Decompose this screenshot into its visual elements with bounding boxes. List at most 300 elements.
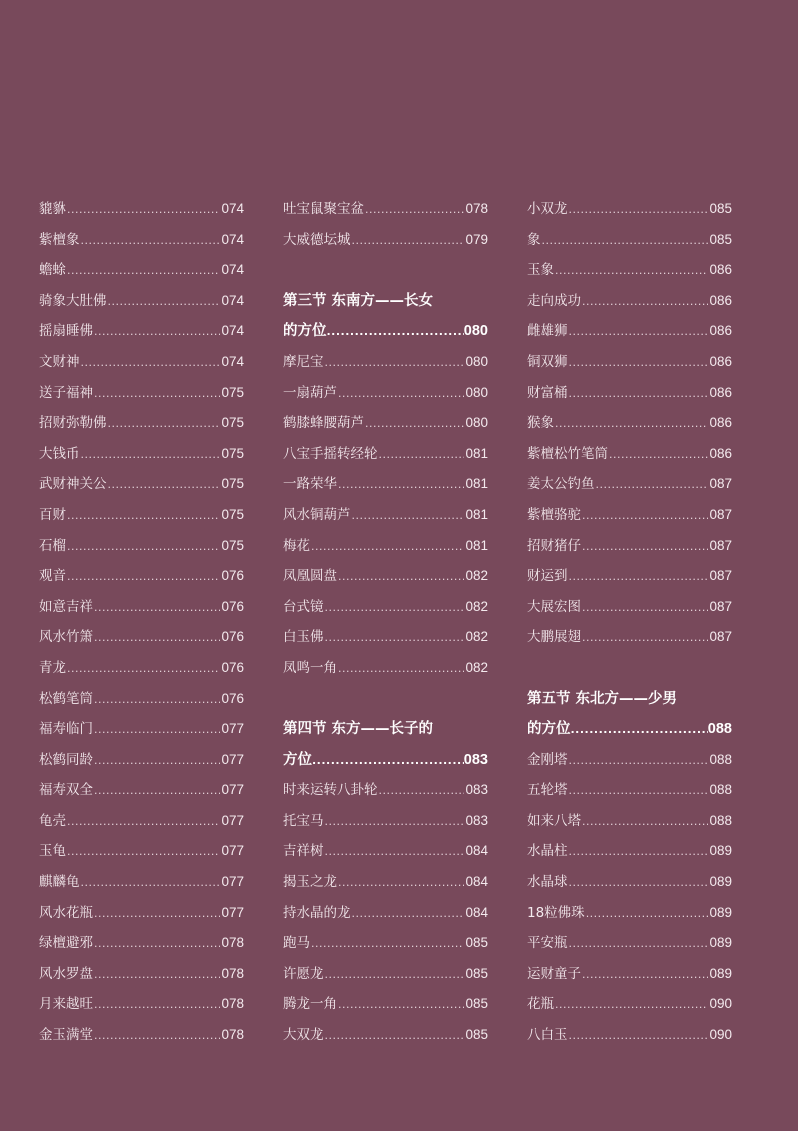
dot-leader: [569, 837, 709, 868]
dot-leader: [379, 440, 465, 471]
toc-entry[interactable]: [527, 255, 732, 286]
toc-entry-page-number: 077: [221, 782, 244, 798]
dot-leader: [94, 685, 220, 716]
toc-entry[interactable]: [283, 225, 488, 256]
dot-leader: [94, 623, 220, 654]
toc-entry-page-number: 076: [221, 629, 244, 645]
dot-leader: [555, 256, 708, 287]
toc-entry-page-number: 089: [709, 965, 732, 981]
toc-entry-title: 平安瓶: [527, 935, 568, 952]
toc-entry[interactable]: [39, 561, 244, 592]
toc-entry-page-number: 077: [221, 843, 244, 859]
section-heading[interactable]: 第五节 东北方——少男: [527, 690, 678, 707]
dot-leader: [311, 929, 464, 960]
toc-entry-title: 梅花: [283, 537, 310, 554]
dot-leader: [67, 654, 220, 685]
toc-entry[interactable]: [283, 867, 488, 898]
dot-leader: [569, 1021, 709, 1052]
toc-entry-page-number: 082: [465, 629, 488, 645]
dot-leader: [81, 348, 221, 379]
toc-entry-page-number: 077: [221, 874, 244, 890]
dot-leader: [325, 960, 465, 991]
toc-entry[interactable]: [283, 408, 488, 439]
toc-entry[interactable]: [527, 898, 732, 929]
toc-entry-page-number: 076: [221, 690, 244, 706]
toc-entry-title: 凤鸣一角: [283, 659, 337, 676]
dot-leader: [569, 379, 709, 410]
toc-entry[interactable]: [283, 378, 488, 409]
dot-leader: [379, 776, 465, 807]
toc-entry-title: 大钱币: [39, 445, 80, 462]
toc-entry[interactable]: [39, 286, 244, 317]
toc-entry[interactable]: [39, 225, 244, 256]
dot-leader: [94, 317, 220, 348]
toc-entry-title: 持水晶的龙: [283, 904, 351, 921]
toc-entry-title: 松鹤同龄: [39, 751, 93, 768]
section-heading-label: 的方位: [527, 721, 571, 738]
dot-leader: [555, 990, 708, 1021]
dot-leader: [94, 990, 220, 1021]
toc-entry-title: 吐宝鼠聚宝盆: [283, 201, 364, 217]
toc-entry-title: 花瓶: [527, 996, 554, 1013]
toc-entry-page-number: 082: [465, 568, 488, 584]
toc-entry-title: 摇扇睡佛: [39, 323, 93, 340]
dot-leader: [108, 287, 221, 318]
toc-entry-title: 招财弥勒佛: [39, 415, 107, 432]
toc-entry-title: 麒麟龟: [39, 874, 80, 891]
toc-entry-title: 如意吉祥: [39, 598, 93, 615]
dot-leader: [352, 226, 465, 257]
toc-entry-title: 龟壳: [39, 812, 66, 829]
toc-column-3: [527, 194, 732, 1051]
toc-entry-page-number: 086: [709, 292, 732, 308]
toc-entry-page-number: 080: [465, 384, 488, 400]
toc-entry-title: 风水铜葫芦: [283, 506, 351, 523]
toc-entry[interactable]: [39, 194, 244, 225]
toc-entry[interactable]: [283, 592, 488, 623]
toc-entry-title: 一路荣华: [283, 476, 337, 493]
toc-entry-title: 送子福神: [39, 384, 93, 401]
toc-entry[interactable]: [39, 959, 244, 990]
toc-entry-page-number: 075: [221, 415, 244, 431]
toc-entry-page-number: 075: [221, 384, 244, 400]
section-heading-label: 方位: [283, 751, 312, 768]
section-heading-label: 的方位: [283, 323, 327, 340]
toc-entry-page-number: 086: [709, 415, 732, 431]
toc-entry[interactable]: [527, 408, 732, 439]
toc-entry-title: 风水花瓶: [39, 904, 93, 921]
toc-entry[interactable]: [39, 622, 244, 653]
toc-entry-title: 许愿龙: [283, 965, 324, 982]
toc-entry[interactable]: [39, 653, 244, 684]
toc-entry-title: 摩尼宝: [283, 353, 324, 370]
toc-entry-title: 水晶柱: [527, 843, 568, 860]
toc-entry-title: 福寿双全: [39, 782, 93, 799]
toc-entry-title: 紫檀象: [39, 231, 80, 248]
toc-entry[interactable]: [283, 561, 488, 592]
toc-entry[interactable]: [527, 286, 732, 317]
toc-entry-title: 貔貅: [39, 201, 66, 217]
toc-entry-page-number: 074: [221, 262, 244, 278]
toc-entry-title: 跑马: [283, 935, 310, 952]
toc-entry-title: 18粒佛珠: [527, 904, 585, 921]
dot-leader: [555, 409, 708, 440]
toc-entry[interactable]: [283, 531, 488, 562]
toc-entry-title: 风水罗盘: [39, 965, 93, 982]
toc-entry-page-number: 078: [221, 965, 244, 981]
toc-entry-page-number: 088: [709, 751, 732, 767]
toc-entry-title: 揭玉之龙: [283, 874, 337, 891]
dot-leader: [325, 593, 465, 624]
toc-entry-title: 文财神: [39, 353, 80, 370]
toc-entry-page-number: 080: [465, 415, 488, 431]
dot-leader: [94, 746, 220, 777]
toc-entry-title: 青龙: [39, 659, 66, 676]
toc-entry[interactable]: [283, 653, 488, 684]
toc-entry[interactable]: [39, 469, 244, 500]
toc-entry-title: 武财神关公: [39, 476, 107, 493]
toc-entry[interactable]: [39, 836, 244, 867]
toc-entry-title: 月来越旺: [39, 996, 93, 1013]
toc-entry[interactable]: [527, 806, 732, 837]
section-heading[interactable]: 第三节 东南方——长女: [283, 292, 434, 309]
dot-leader: [571, 715, 708, 746]
toc-entry-title: 白玉佛: [283, 629, 324, 646]
toc-entry[interactable]: [283, 622, 488, 653]
toc-entry-page-number: 077: [221, 904, 244, 920]
toc-entry[interactable]: [527, 836, 732, 867]
toc-entry-page-number: 085: [709, 201, 732, 216]
dot-leader: [365, 195, 464, 226]
toc-entry[interactable]: [527, 1020, 732, 1051]
toc-entry-title: 姜太公钓鱼: [527, 476, 595, 493]
toc-column-2: [283, 194, 488, 1051]
toc-entry[interactable]: [527, 867, 732, 898]
toc-entry[interactable]: [39, 928, 244, 959]
toc-entry-title: 大展宏图: [527, 598, 581, 615]
dot-leader: [108, 409, 221, 440]
toc-column-1: [39, 194, 244, 1051]
toc-entry[interactable]: [527, 959, 732, 990]
toc-entry[interactable]: [283, 836, 488, 867]
toc-entry-page-number: 075: [221, 506, 244, 522]
toc-entry-page-number: 074: [221, 353, 244, 369]
dot-leader: [338, 379, 464, 410]
toc-entry-page-number: 085: [465, 996, 488, 1012]
toc-entry-page-number: 085: [465, 1027, 488, 1043]
dot-leader: [582, 807, 708, 838]
dot-leader: [582, 287, 708, 318]
dot-leader: [327, 317, 464, 348]
dot-leader: [338, 990, 464, 1021]
toc-entry[interactable]: [527, 531, 732, 562]
toc-entry[interactable]: [527, 194, 732, 225]
toc-entry-page-number: 088: [709, 812, 732, 828]
dot-leader: [67, 195, 220, 226]
toc-entry-page-number: 081: [465, 445, 488, 461]
toc-entry-page-number: 074: [221, 201, 244, 216]
dot-leader: [352, 501, 465, 532]
toc-entry-page-number: 076: [221, 659, 244, 675]
toc-entry-page-number: 085: [709, 231, 732, 247]
toc-entry-page-number: 078: [465, 201, 488, 216]
toc-entry-title: 八宝手摇转经轮: [283, 445, 378, 462]
dot-leader: [94, 379, 220, 410]
toc-entry-page-number: 086: [709, 384, 732, 400]
dot-leader: [569, 868, 709, 899]
toc-entry-page-number: 089: [709, 935, 732, 951]
toc-entry[interactable]: [39, 378, 244, 409]
toc-entry[interactable]: [527, 775, 732, 806]
toc-entry[interactable]: [283, 439, 488, 470]
dot-leader: [94, 1021, 220, 1052]
dot-leader: [569, 562, 709, 593]
toc-entry[interactable]: [283, 928, 488, 959]
section-spacer: [283, 684, 488, 715]
dot-leader: [325, 837, 465, 868]
toc-entry-page-number: 077: [221, 751, 244, 767]
toc-entry-title: 福寿临门: [39, 721, 93, 738]
dot-leader: [67, 256, 220, 287]
toc-entry-title: 紫檀松竹笔筒: [527, 445, 608, 462]
dot-leader: [67, 807, 220, 838]
toc-entry-page-number: 078: [221, 996, 244, 1012]
toc-entry-page-number: 086: [709, 323, 732, 339]
toc-entry-page-number: 074: [221, 292, 244, 308]
toc-entry-title: 玉龟: [39, 843, 66, 860]
toc-entry[interactable]: [527, 622, 732, 653]
dot-leader: [325, 807, 465, 838]
toc-entry-title: 吉祥树: [283, 843, 324, 860]
section-heading-row[interactable]: [527, 714, 732, 745]
dot-leader: [94, 593, 220, 624]
toc-entry[interactable]: [39, 439, 244, 470]
toc-entry-title: 大威德坛城: [283, 231, 351, 248]
toc-entry-title: 金刚塔: [527, 751, 568, 768]
dot-leader: [108, 470, 221, 501]
toc-entry-page-number: 082: [465, 659, 488, 675]
toc-entry-title: 财富桶: [527, 384, 568, 401]
toc-entry[interactable]: [39, 684, 244, 715]
toc-entry-title: 八白玉: [527, 1027, 568, 1044]
dot-leader: [582, 593, 708, 624]
dot-leader: [352, 899, 465, 930]
toc-entry[interactable]: [39, 898, 244, 929]
toc-entry-page-number: 083: [465, 812, 488, 828]
dot-leader: [569, 317, 709, 348]
dot-leader: [94, 776, 220, 807]
dot-leader: [94, 899, 220, 930]
toc-entry-page-number: 076: [221, 598, 244, 614]
toc-entry-title: 运财童子: [527, 965, 581, 982]
toc-entry[interactable]: [283, 194, 488, 225]
dot-leader: [81, 440, 221, 471]
toc-entry[interactable]: [39, 500, 244, 531]
dot-leader: [81, 226, 221, 257]
toc-entry-page-number: 087: [709, 568, 732, 584]
toc-entry-page-number: 086: [709, 262, 732, 278]
toc-entry[interactable]: [527, 439, 732, 470]
toc-entry[interactable]: [39, 1020, 244, 1051]
toc-entry[interactable]: [283, 959, 488, 990]
toc-entry-title: 猴象: [527, 415, 554, 432]
toc-entry[interactable]: [283, 500, 488, 531]
toc-entry[interactable]: [283, 469, 488, 500]
toc-entry[interactable]: [39, 592, 244, 623]
toc-entry-title: 凤凰圆盘: [283, 568, 337, 585]
toc-entry-title: 走向成功: [527, 292, 581, 309]
toc-entry-title: 鹤膝蜂腰葫芦: [283, 415, 364, 432]
toc-entry-title: 铜双狮: [527, 353, 568, 370]
toc-entry-title: 蟾蜍: [39, 262, 66, 279]
toc-entry-page-number: 084: [465, 843, 488, 859]
toc-entry[interactable]: [527, 500, 732, 531]
dot-leader: [569, 776, 709, 807]
dot-leader: [365, 409, 464, 440]
dot-leader: [569, 929, 709, 960]
toc-entry-title: 水晶球: [527, 874, 568, 891]
dot-leader: [596, 470, 709, 501]
toc-entry-page-number: 086: [709, 353, 732, 369]
dot-leader: [311, 532, 464, 563]
dot-leader: [312, 746, 464, 777]
toc-entry-page-number: 089: [709, 843, 732, 859]
toc-entry-title: 大鹏展翅: [527, 629, 581, 646]
toc-entry[interactable]: [39, 745, 244, 776]
toc-entry-page-number: 089: [709, 904, 732, 920]
toc-entry-page-number: 075: [221, 537, 244, 553]
dot-leader: [582, 501, 708, 532]
section-heading-row[interactable]: [283, 745, 488, 776]
toc-entry-page-number: 090: [709, 996, 732, 1012]
dot-leader: [586, 899, 709, 930]
toc-entry[interactable]: [527, 745, 732, 776]
dot-leader: [338, 868, 464, 899]
toc-entry[interactable]: [39, 775, 244, 806]
toc-entry-page-number: 089: [709, 874, 732, 890]
toc-entry[interactable]: [283, 775, 488, 806]
toc-entry-title: 骑象大肚佛: [39, 292, 107, 309]
toc-entry[interactable]: [527, 378, 732, 409]
toc-entry-page-number: 087: [709, 476, 732, 492]
toc-entry[interactable]: [39, 714, 244, 745]
toc-entry-page-number: 074: [221, 231, 244, 247]
section-spacer: [283, 255, 488, 286]
toc-entry[interactable]: [39, 806, 244, 837]
toc-entry-page-number: 081: [465, 537, 488, 553]
dot-leader: [569, 195, 709, 226]
toc-entry-page-number: 076: [221, 568, 244, 584]
dot-leader: [67, 562, 220, 593]
section-heading[interactable]: 第四节 东方——长子的: [283, 721, 434, 738]
toc-entry-title: 绿檀避邪: [39, 935, 93, 952]
toc-entry[interactable]: [39, 531, 244, 562]
toc-entry-title: 玉象: [527, 262, 554, 279]
toc-entry-page-number: 090: [709, 1027, 732, 1043]
dot-leader: [94, 960, 220, 991]
toc-entry-title: 紫檀骆驼: [527, 506, 581, 523]
toc-entry[interactable]: [283, 806, 488, 837]
toc-entry-page-number: 087: [709, 506, 732, 522]
toc-entry[interactable]: [527, 928, 732, 959]
toc-entry[interactable]: [527, 225, 732, 256]
toc-entry-page-number: 088: [709, 782, 732, 798]
toc-entry-page-number: 087: [709, 598, 732, 614]
dot-leader: [94, 715, 220, 746]
dot-leader: [67, 837, 220, 868]
toc-entry[interactable]: [283, 989, 488, 1020]
toc-entry-page-number: 077: [221, 721, 244, 737]
toc-entry[interactable]: [283, 898, 488, 929]
toc-entry-page-number: 082: [465, 598, 488, 614]
toc-entry-title: 财运到: [527, 568, 568, 585]
toc-entry-page-number: 080: [465, 353, 488, 369]
toc-entry[interactable]: [527, 561, 732, 592]
dot-leader: [67, 532, 220, 563]
section-heading-row[interactable]: [283, 316, 488, 347]
toc-entry-page-number: 075: [221, 476, 244, 492]
toc-entry[interactable]: [527, 316, 732, 347]
toc-entry-title: 如来八塔: [527, 812, 581, 829]
dot-leader: [542, 226, 709, 257]
toc-entry[interactable]: [527, 347, 732, 378]
dot-leader: [582, 960, 708, 991]
dot-leader: [582, 532, 708, 563]
toc-entry-title: 松鹤笔筒: [39, 690, 93, 707]
toc-entry-page-number: 078: [221, 1027, 244, 1043]
toc-entry-page-number: 083: [465, 782, 488, 798]
dot-leader: [338, 562, 464, 593]
section-spacer: [527, 653, 732, 684]
section-page-number: 088: [707, 721, 732, 738]
dot-leader: [569, 348, 709, 379]
toc-entry[interactable]: [527, 592, 732, 623]
toc-entry-page-number: 077: [221, 812, 244, 828]
toc-entry[interactable]: [39, 316, 244, 347]
toc-entry-title: 招财猪仔: [527, 537, 581, 554]
dot-leader: [569, 746, 709, 777]
toc-entry-title: 观音: [39, 568, 66, 585]
toc-entry-title: 象: [527, 231, 541, 248]
dot-leader: [338, 470, 464, 501]
toc-entry-title: 小双龙: [527, 201, 568, 217]
dot-leader: [338, 654, 464, 685]
toc-entry-page-number: 084: [465, 904, 488, 920]
toc-entry[interactable]: [283, 1020, 488, 1051]
toc-entry[interactable]: [283, 347, 488, 378]
toc-entry-page-number: 081: [465, 506, 488, 522]
dot-leader: [325, 1021, 465, 1052]
toc-entry-title: 台式镜: [283, 598, 324, 615]
dot-leader: [94, 929, 220, 960]
toc-entry[interactable]: [39, 255, 244, 286]
toc-entry[interactable]: [39, 408, 244, 439]
toc-entry[interactable]: [39, 989, 244, 1020]
toc-entry-page-number: 085: [465, 935, 488, 951]
section-page-number: 083: [463, 751, 488, 768]
toc-entry-title: 雌雄狮: [527, 323, 568, 340]
dot-leader: [609, 440, 708, 471]
toc-entry-title: 五轮塔: [527, 782, 568, 799]
toc-entry-title: 百财: [39, 506, 66, 523]
toc-entry[interactable]: [39, 347, 244, 378]
toc-entry[interactable]: [527, 469, 732, 500]
toc-entry[interactable]: [527, 989, 732, 1020]
toc-entry-page-number: 075: [221, 445, 244, 461]
toc-entry[interactable]: [39, 867, 244, 898]
dot-leader: [325, 623, 465, 654]
toc-entry-page-number: 079: [465, 231, 488, 247]
